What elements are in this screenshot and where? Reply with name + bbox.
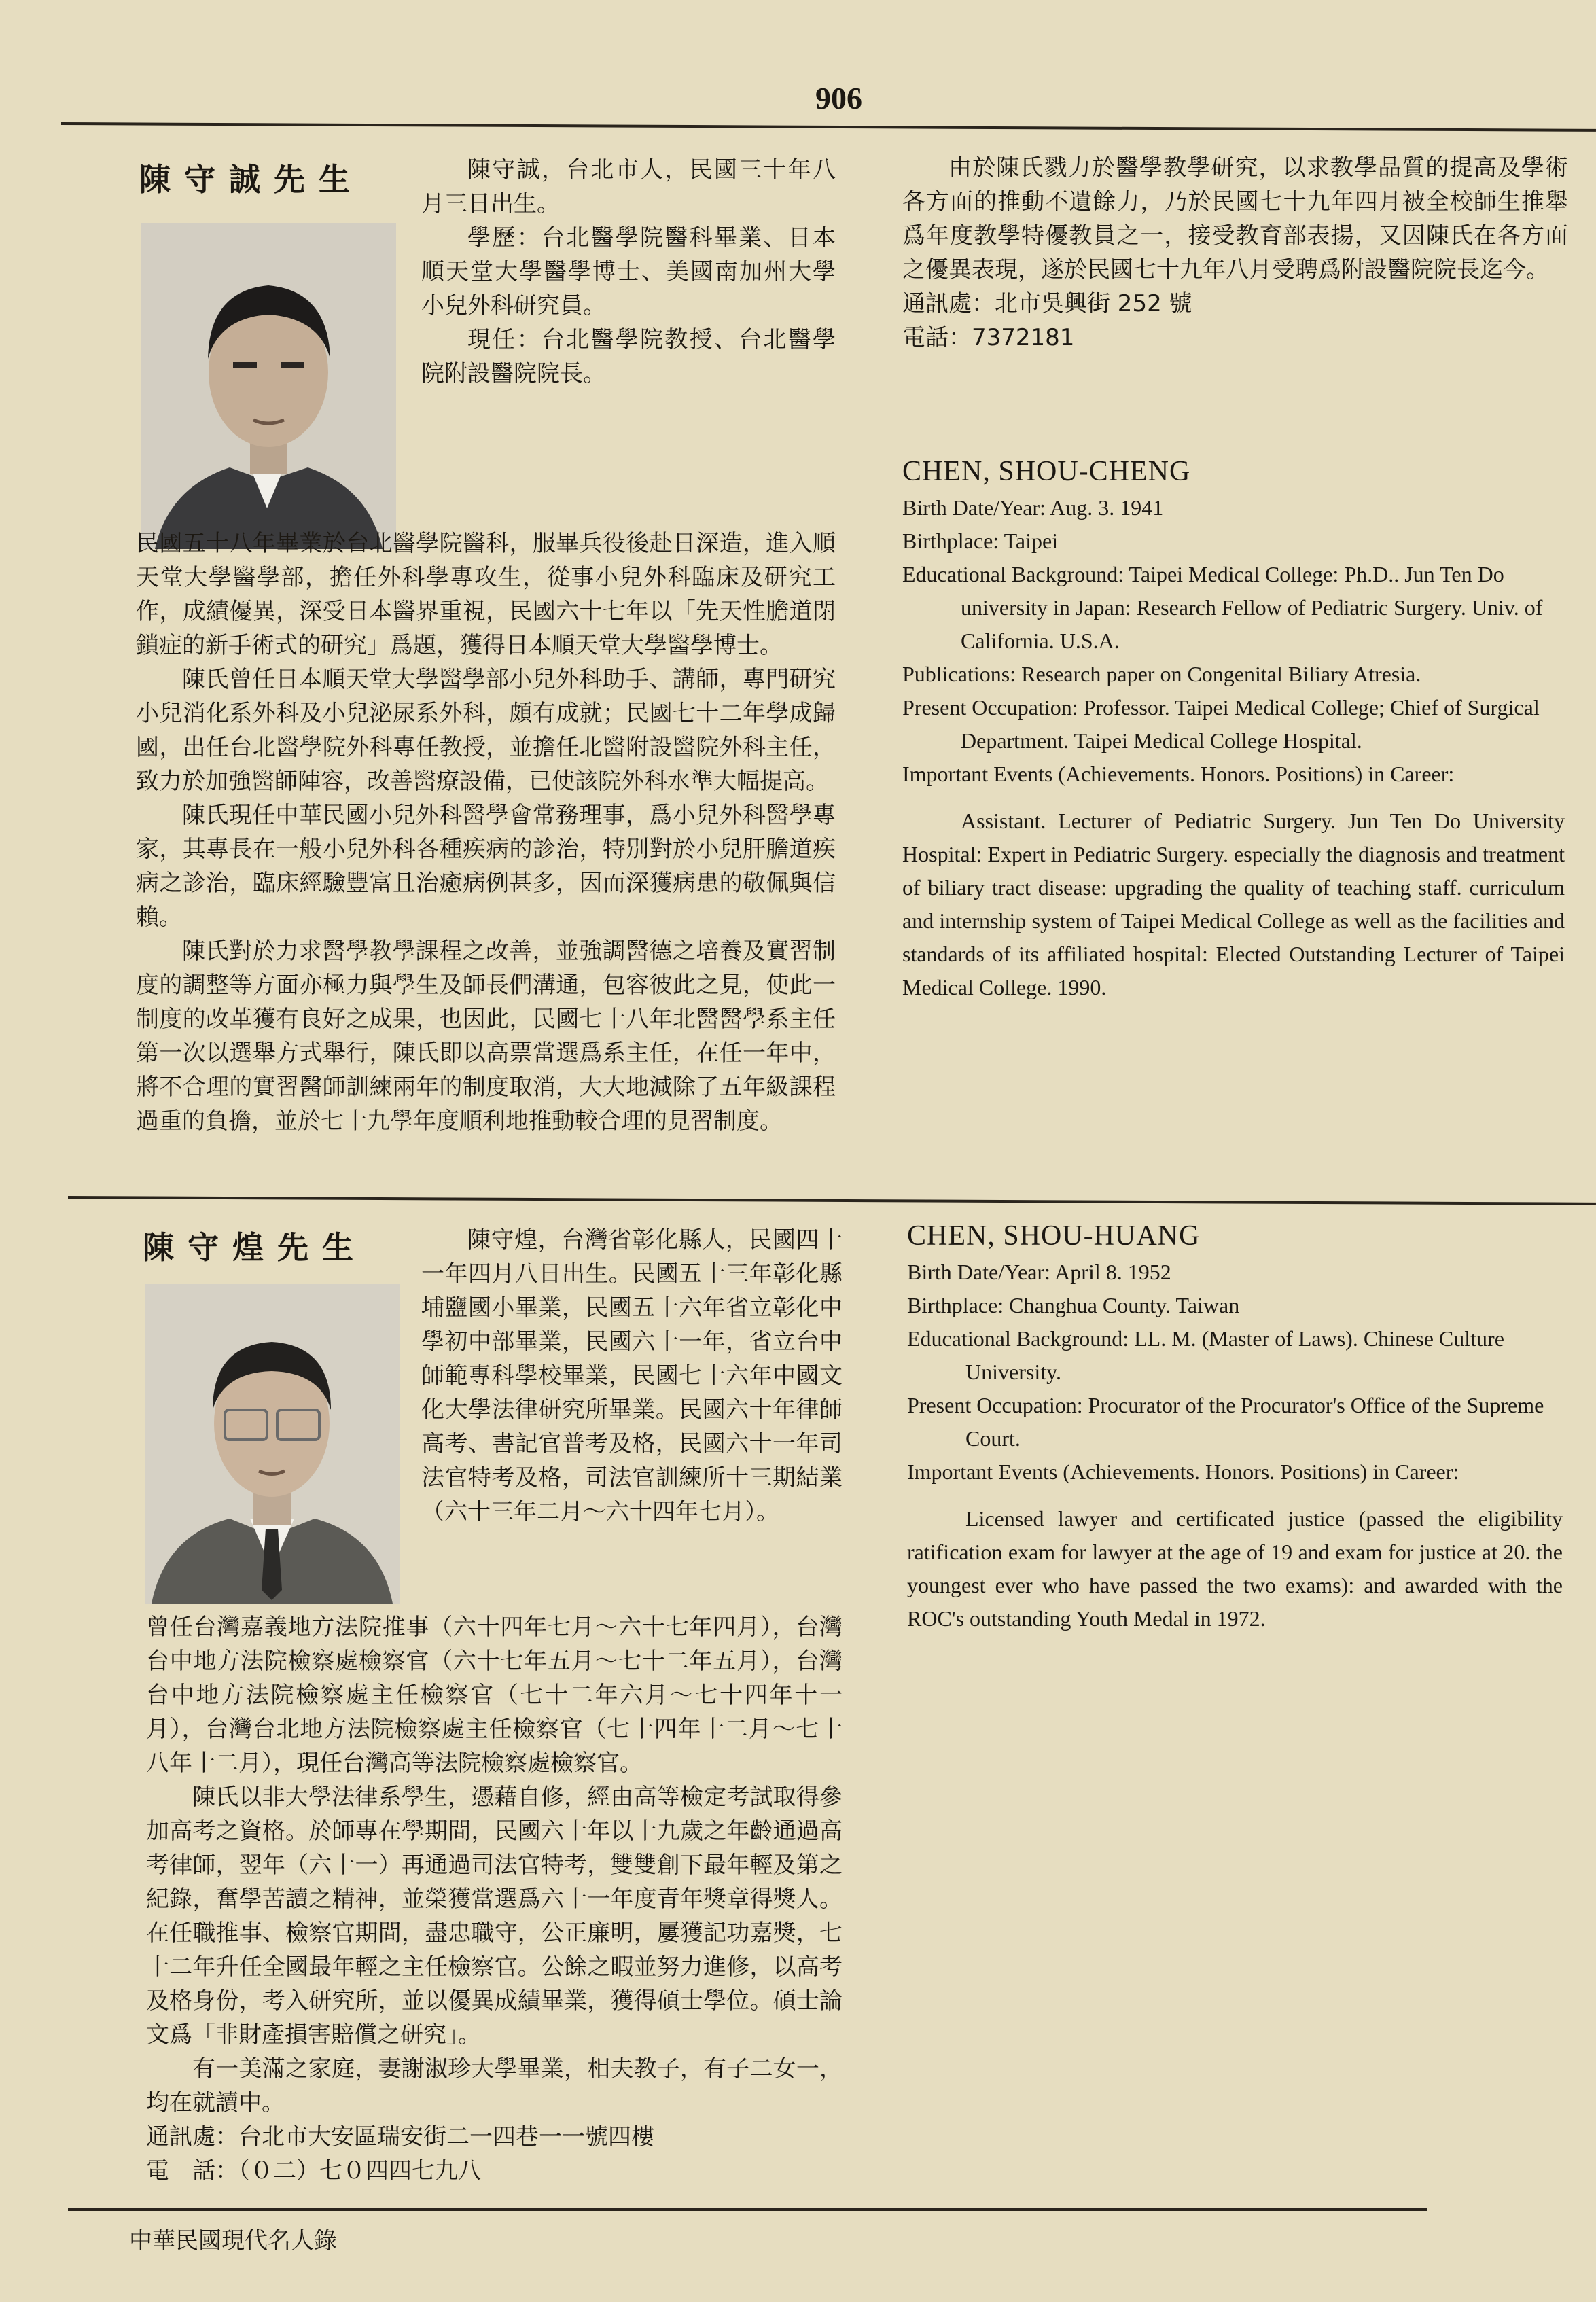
person1-name-en: CHEN, SHOU-CHENG [902, 456, 1191, 487]
person2-events: Licensed lawyer and certificated justice (passed the eligibility ratification exam for lawyer at the age of 19 and exam for justice at 20. the youngest ever who have passed the two exams): and awarded with the ROC's outstanding Youth Medal in 1972. [907, 1506, 1563, 1631]
person1-bio-para: 陳氏對於力求醫學教學課程之改善，並強調醫德之培養及實習制度的調整等方面亦極力與學生及師長們溝通，包容彼此之見，使此一制度的改革獲有良好之成果，也因此，民國七十八年北醫醫學系主任第一次以選舉方式舉行，陳氏即以高票當選爲系主任，在任一年中，將不合理的實習醫師訓練兩年的制度取消，大大地減除了五年級課程過重的負擔，並於七十九學年度順利地推動較合理的見習制度。 [136, 938, 836, 1135]
person1-bio-zh-right [902, 151, 1568, 355]
person1-bio-para: 民國五十八年畢業於台北醫學院醫科，服畢兵役後赴日深造，進入順天堂大學醫學部，擔任外科學專攻生，從事小兒外科臨床及研究工作，成績優異，深受日本醫界重視，民國六十七年以「先天性膽道閉鎖症的新手術式的研究」爲題，獲得日本順天堂大學醫學博士。 [136, 530, 836, 659]
person1-occupation: Present Occupation: Professor. Taipei Medical College; Chief of Surgical Department. Taipei Medical College Hospital. [902, 695, 1540, 753]
person1-birth: Birth Date/Year: Aug. 3. 1941 [902, 495, 1164, 520]
person1-english-bio [902, 455, 1565, 1004]
person1-bio-para: 由於陳氏戮力於醫學教學研究，以求教學品質的提高及學術各方面的推動不遺餘力，乃於民國七十九年四月被全校師生推舉爲年度教學特優教員之一，接受教育部表揚，又因陳氏在各方面之優異表現，遂於民國七十九年八月受聘爲附設醫院院長迄今。 [902, 154, 1568, 283]
top-divider [61, 122, 1596, 132]
person2-address: 通訊處：台北市大安區瑞安街二一四巷一一號四樓 [146, 2123, 654, 2150]
person1-name-zh: 陳守誠先生 [139, 161, 363, 198]
person2-birth: Birth Date/Year: April 8. 1952 [907, 1260, 1171, 1284]
book-title-footer: 中華民國現代名人錄 [129, 2227, 337, 2254]
person1-bio-para: 現任：台北醫學院教授、台北醫學院附設醫院院長。 [421, 326, 836, 387]
person2-occupation: Present Occupation: Procurator of the Procurator's Office of the Supreme Court. [907, 1393, 1544, 1451]
person2-english-bio [907, 1220, 1563, 1635]
person2-bio-para: 陳氏以非大學法律系學生，憑藉自修，經由高等檢定考試取得參加高考之資格。於師專在學期間，民國六十年以十九歲之年齡通過高考律師，翌年（六十一）再通過司法官特考，雙雙創下最年輕及第之紀錄，奮學苦讀之精神，並榮獲當選爲六十一年度青年獎章得獎人。在任職推事、檢察官期間，盡忠職守，公正廉明，屢獲記功嘉獎，七十二年升任全國最年輕之主任檢察官。公餘之暇並努力進修，以高考及格身份，考入研究所，並以優異成績畢業，獲得碩士學位。碩士論文爲「非財產損害賠償之研究」。 [146, 1784, 843, 2049]
person2-name-zh: 陳守煌先生 [143, 1229, 367, 1266]
person1-bio-zh-top [421, 153, 836, 391]
person1-address: 通訊處：北市吳興街 252 號 [902, 290, 1192, 317]
person1-bio-para: 學歷：台北醫學院醫科畢業、日本順天堂大學醫學博士、美國南加州大學小兒外科研究員。 [421, 224, 836, 319]
person1-education: Educational Background: Taipei Medical College: Ph.D.. Jun Ten Do university in Japan: Research Fellow of Pediatric Surgery. Univ. of California. U.S.A. [902, 562, 1543, 653]
person2-education: Educational Background: LL. M. (Master of Laws). Chinese Culture University. [907, 1326, 1504, 1384]
person1-events-label: Important Events (Achievements. Honors. Positions) in Career: [902, 762, 1455, 786]
person2-phone: 電 話：（０二）七０四四七九八 [146, 2157, 481, 2184]
person2-bio-para: 曾任台灣嘉義地方法院推事（六十四年七月～六十七年四月），台灣台中地方法院檢察處檢察官（六十七年五月～七十二年五月），台灣台中地方法院檢察處主任檢察官（七十二年六月～七十四年十一月），台灣台北地方法院檢察處主任檢察官（七十四年十二月～七十八年十二月），現任台灣高等法院檢察處檢察官。 [146, 1614, 843, 1777]
page-number: 906 [815, 81, 862, 116]
person1-birthplace: Birthplace: Taipei [902, 529, 1059, 553]
section-divider [68, 1196, 1596, 1205]
person2-bio-zh-top [421, 1223, 843, 1529]
person2-name-en: CHEN, SHOU-HUANG [907, 1220, 1201, 1252]
bottom-divider [68, 2208, 1427, 2211]
person2-bio-zh-main [146, 1610, 843, 2188]
person1-publications: Publications: Research paper on Congenital Biliary Atresia. [902, 662, 1421, 686]
person1-bio-para: 陳氏曾任日本順天堂大學醫學部小兒外科助手、講師，專門研究小兒消化系外科及小兒泌尿系外科，頗有成就；民國七十二年學成歸國，出任台北醫學院外科專任教授，並擔任北醫附設醫院外科主任，致力於加強醫師陣容，改善醫療設備，已使該院外科水準大幅提高。 [136, 666, 836, 795]
person1-bio-zh-main [136, 527, 836, 1138]
person1-events: Assistant. Lecturer of Pediatric Surgery. Jun Ten Do University Hospital: Expert in Pediatric Surgery. especially the diagnosis and treatment of biliary tract disease: upgrading the quality of teaching staff. curriculum and internship system of Taipei Medical College as well as the facilities and standards of its affiliated hospital: Elected Outstanding Lecturer of Taipei Medical College. 1990. [902, 809, 1565, 999]
person2-bio-para: 陳守煌，台灣省彰化縣人，民國四十一年四月八日出生。民國五十三年彰化縣埔鹽國小畢業，民國五十六年省立彰化中學初中部畢業，民國六十一年，省立台中師範專科學校畢業，民國七十六年中國文化大學法律研究所畢業。民國六十年律師高考、書記官普考及格，民國六十一年司法官特考及格，司法官訓練所十三期結業（六十三年二月～六十四年七月）。 [421, 1226, 843, 1525]
person1-bio-para: 陳氏現任中華民國小兒外科醫學會常務理事，爲小兒外科醫學專家，其專長在一般小兒外科各種疾病的診治，特別對於小兒肝膽道疾病之診治，臨床經驗豐富且治癒病例甚多，因而深獲病患的敬佩與信賴。 [136, 802, 836, 931]
person2-portrait [145, 1284, 400, 1604]
person2-birthplace: Birthplace: Changhua County. Taiwan [907, 1293, 1240, 1317]
person2-events-label: Important Events (Achievements. Honors. Positions) in Career: [907, 1459, 1459, 1484]
person2-bio-para: 有一美滿之家庭，妻謝淑珍大學畢業，相夫教子，有子二女一，均在就讀中。 [146, 2055, 843, 2117]
person1-phone: 電話：7372181 [902, 324, 1075, 351]
person1-portrait [141, 223, 396, 549]
person1-bio-para: 陳守誠，台北市人，民國三十年八月三日出生。 [421, 156, 836, 217]
